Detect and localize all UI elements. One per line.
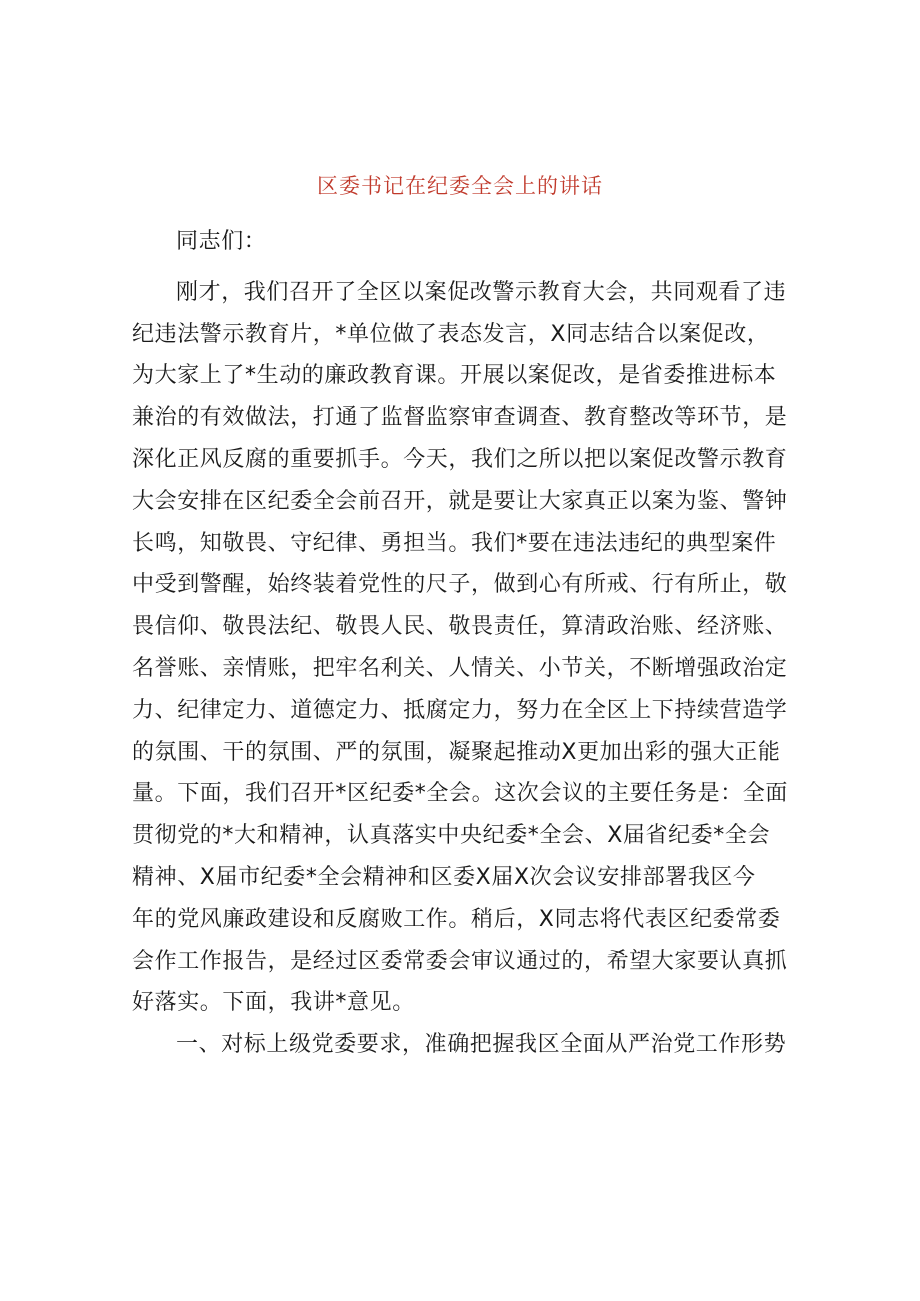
salutation-text: 同志们： <box>176 229 267 254</box>
paragraph-line: 贯彻党的*大和精神，认真落实中央纪委*全会、X届省纪委*全会 <box>132 823 771 849</box>
section-heading <box>132 1024 812 1066</box>
paragraph-line: 年的党风廉政建设和反腐败工作。稍后，X同志将代表区纪委常委 <box>132 906 781 932</box>
paragraph-line: 畏信仰、敬畏法纪、敬畏人民、敬畏责任，算清政治账、经济账、 <box>132 614 788 640</box>
main-paragraph <box>132 272 812 1024</box>
paragraph-line: 长鸣，知敬畏、守纪律、勇担当。我们*要在违法违纪的典型案件 <box>132 530 777 556</box>
paragraph-line: 好落实。下面，我讲*意见。 <box>132 990 415 1016</box>
document-title: 区委书记在纪委全会上的讲话 <box>317 174 603 198</box>
paragraph-line: 大会安排在区纪委全会前召开，就是要让大家真正以案为鉴、警钟 <box>132 488 788 514</box>
paragraph-line: 名誉账、亲情账，把牢名利关、人情关、小节关，不断增强政治定 <box>132 655 788 681</box>
paragraph-line: 中受到警醒，始终装着党性的尺子，做到心有所戒、行有所止，敬 <box>132 572 788 598</box>
paragraph-line: 纪违法警示教育片，*单位做了表态发言，X同志结合以案促改， <box>132 321 770 347</box>
paragraph-line: 力、纪律定力、道德定力、抵腐定力，努力在全区上下持续营造学 <box>132 697 788 723</box>
paragraph-line: 兼治的有效做法，打通了监督监察审查调查、教育整改等环节，是 <box>132 405 788 431</box>
salutation <box>132 221 812 263</box>
paragraph-line: 会作工作报告，是经过区委常委会审议通过的，希望大家要认真抓 <box>132 948 788 974</box>
paragraph-line: 的氛围、干的氛围、严的氛围，凝聚起推动X更加出彩的强大正能 <box>132 739 781 765</box>
paragraph-line: 深化正风反腐的重要抓手。今天，我们之所以把以案促改警示教育 <box>132 446 788 472</box>
document-body <box>132 221 812 1066</box>
section-heading-text: 一、对标上级党委要求，准确把握我区全面从严治党工作形势 <box>176 1032 787 1058</box>
paragraph-line: 精神、X届市纪委*全会精神和区委X届X次会议安排部署我区今 <box>132 864 756 890</box>
paragraph-line: 为大家上了*生动的廉政教育课。开展以案促改，是省委推进标本 <box>132 363 777 389</box>
paragraph-line: 刚才，我们召开了全区以案促改警示教育大会，共同观看了违 <box>176 279 787 305</box>
paragraph-line: 量。下面，我们召开*区纪委*全会。这次会议的主要任务是：全面 <box>132 781 789 807</box>
